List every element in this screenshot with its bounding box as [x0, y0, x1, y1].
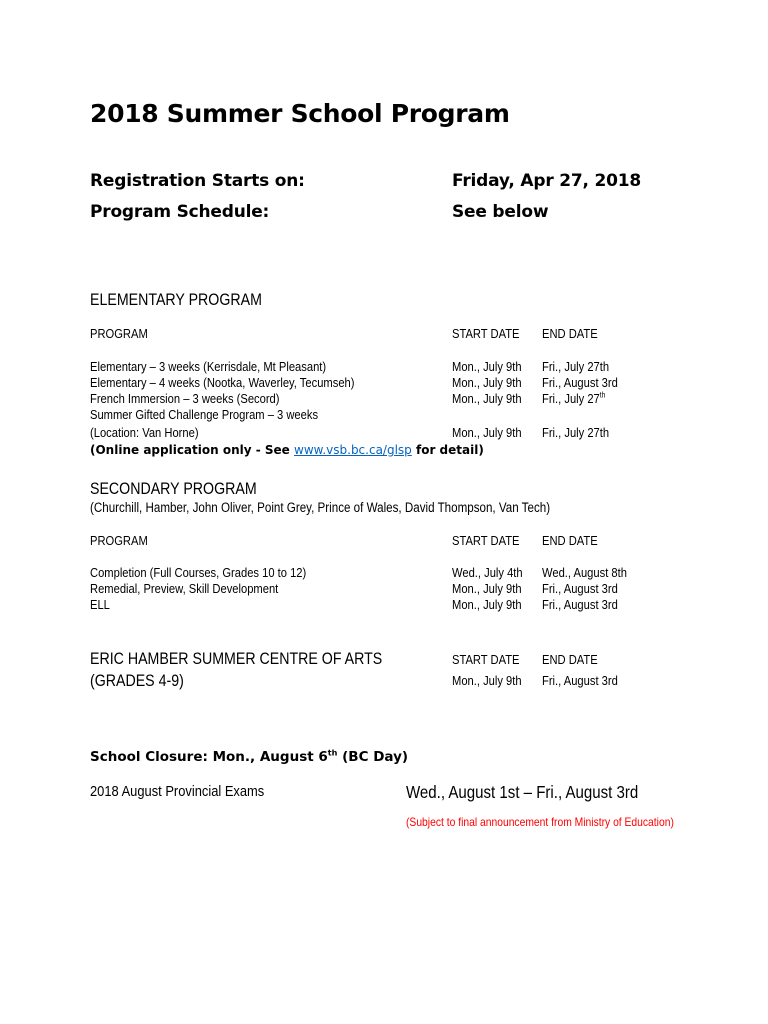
end-date: Fri., July 27th — [542, 359, 610, 374]
end-date: Fri., July 27th — [542, 390, 606, 406]
table-row: Elementary – 3 weeks (Kerrisdale, Mt Pleasant) — [90, 359, 327, 374]
start-date: Mon., July 9th — [452, 391, 522, 406]
end-date: Wed., August 8th — [542, 565, 627, 580]
arts-end-date: Fri., August 3rd — [542, 673, 618, 688]
elementary-col-program: PROGRAM — [90, 326, 148, 341]
registration-label: Registration Starts on: — [90, 171, 305, 191]
schedule-label: Program Schedule: — [90, 202, 270, 222]
end-date: Fri., August 3rd — [542, 581, 618, 596]
start-date: Mon., July 9th — [452, 375, 522, 390]
table-row: Completion (Full Courses, Grades 10 to 12) — [90, 565, 307, 580]
glsp-link[interactable]: www.vsb.bc.ca/glsp — [294, 443, 412, 457]
start-date: Mon., July 9th — [452, 597, 522, 612]
start-date: Wed., July 4th — [452, 565, 523, 580]
exams-note: (Subject to final announcement from Ministry of Education) — [406, 815, 674, 829]
start-date: Mon., July 9th — [452, 425, 522, 440]
page-title: 2018 Summer School Program — [90, 99, 510, 128]
online-application-note: (Online application only - See www.vsb.bc.ca/glsp for detail) — [90, 443, 484, 457]
arts-grades: (GRADES 4-9) — [90, 672, 184, 690]
start-date: Mon., July 9th — [452, 359, 522, 374]
table-row: (Location: Van Horne) — [90, 425, 199, 440]
arts-heading: ERIC HAMBER SUMMER CENTRE OF ARTS — [90, 650, 383, 668]
table-row: Elementary – 4 weeks (Nootka, Waverley, Tecumseh) — [90, 375, 355, 390]
schedule-value: See below — [452, 202, 549, 222]
secondary-col-program: PROGRAM — [90, 533, 148, 548]
table-row: French Immersion – 3 weeks (Secord) — [90, 391, 280, 406]
arts-col-start: START DATE — [452, 652, 520, 667]
secondary-col-start: START DATE — [452, 533, 520, 548]
arts-start-date: Mon., July 9th — [452, 673, 522, 688]
elementary-col-start: START DATE — [452, 326, 520, 341]
arts-col-end: END DATE — [542, 652, 598, 667]
end-date: Fri., July 27th — [542, 425, 610, 440]
exams-label: 2018 August Provincial Exams — [90, 783, 265, 800]
secondary-schools: (Churchill, Hamber, John Oliver, Point Grey, Prince of Wales, David Thompson, Van Tech) — [90, 500, 551, 515]
table-row: Remedial, Preview, Skill Development — [90, 581, 279, 596]
table-row: ELL — [90, 597, 110, 612]
elementary-col-end: END DATE — [542, 326, 598, 341]
elementary-heading: ELEMENTARY PROGRAM — [90, 291, 262, 309]
secondary-heading: SECONDARY PROGRAM — [90, 480, 257, 498]
table-row: Summer Gifted Challenge Program – 3 weeks — [90, 407, 319, 422]
secondary-col-end: END DATE — [542, 533, 598, 548]
start-date: Mon., July 9th — [452, 581, 522, 596]
end-date: Fri., August 3rd — [542, 597, 618, 612]
registration-date: Friday, Apr 27, 2018 — [452, 171, 641, 191]
end-date: Fri., August 3rd — [542, 375, 618, 390]
exams-dates: Wed., August 1st – Fri., August 3rd — [406, 782, 639, 802]
school-closure: School Closure: Mon., August 6th (BC Day) — [90, 747, 409, 765]
